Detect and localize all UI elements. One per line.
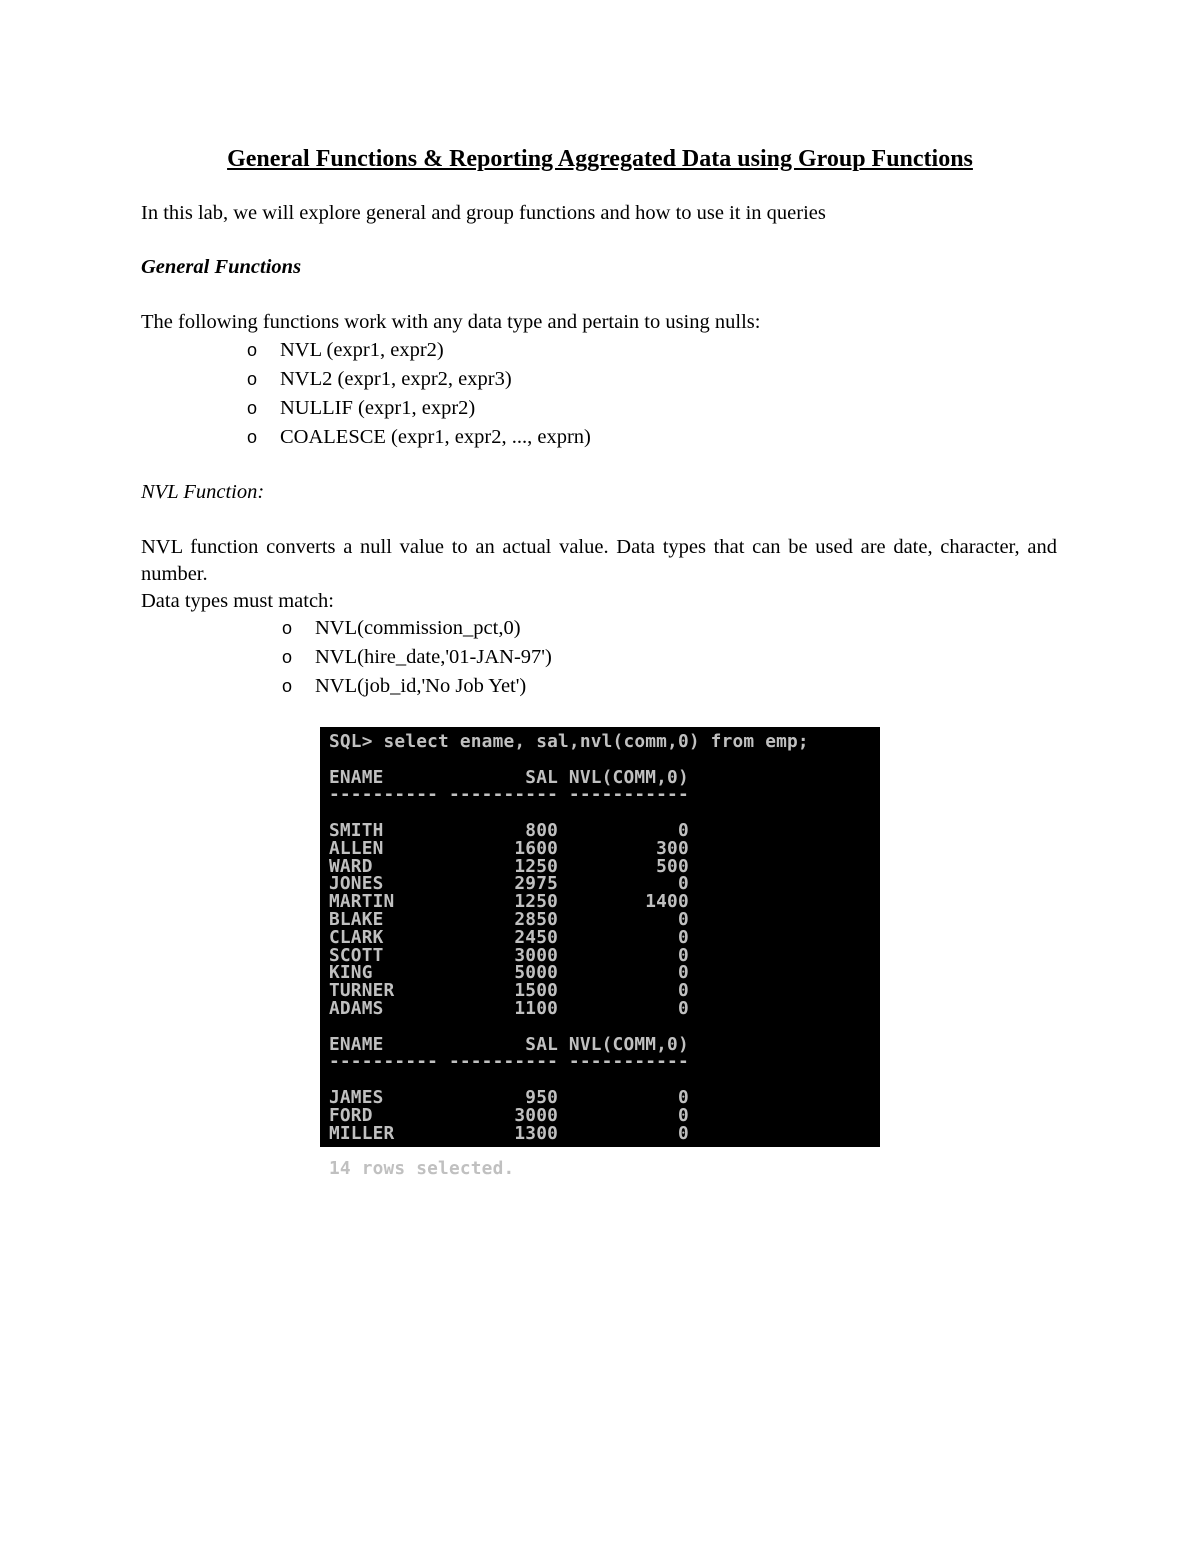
result-row: TURNER 1500 0: [329, 980, 689, 1002]
result-row: WARD 1250 500: [329, 855, 689, 877]
result-row: ADAMS 1100 0: [329, 997, 689, 1019]
blank-line: [329, 1018, 880, 1036]
result-row: MILLER 1300 0: [329, 1122, 689, 1144]
result-row: MARTIN 1250 1400: [329, 891, 689, 913]
sql-terminal-screenshot: [320, 727, 880, 1180]
list-item-text: NVL(hire_date,'01-JAN-97'): [315, 646, 552, 668]
result-row: JAMES 950 0: [329, 1086, 689, 1108]
rows-selected-footer: 14 rows selected.: [329, 1158, 515, 1180]
intro-paragraph: In this lab, we will explore general and group functions and how to use it in queries: [141, 202, 826, 224]
list-item-text: NVL(job_id,'No Job Yet'): [315, 675, 527, 697]
result-separator: ---------- ---------- -----------: [329, 1051, 689, 1073]
result-row: SCOTT 3000 0: [329, 944, 689, 966]
result-row: JONES 2975 0: [329, 873, 689, 895]
result-separator: ---------- ---------- -----------: [329, 784, 689, 806]
list-item-text: NVL2 (expr1, expr2, expr3): [280, 368, 512, 390]
bullet-icon: o: [247, 427, 258, 447]
list-item-text: COALESCE (expr1, expr2, ..., exprn): [280, 426, 591, 448]
nvl-function-heading: NVL Function:: [141, 481, 265, 503]
result-header: ENAME SAL NVL(COMM,0): [329, 766, 689, 788]
bullet-icon: o: [282, 676, 293, 696]
sql-command: SQL> select ename, sal,nvl(comm,0) from emp;: [329, 731, 809, 752]
general-functions-text: The following functions work with any data type and pertain to using nulls:: [141, 311, 761, 333]
bullet-icon: o: [247, 369, 258, 389]
result-row: CLARK 2450 0: [329, 926, 689, 948]
page-title: General Functions & Reporting Aggregated Data using Group Functions: [227, 146, 973, 172]
result-row: FORD 3000 0: [329, 1104, 689, 1126]
list-item-text: NULLIF (expr1, expr2): [280, 397, 476, 419]
bullet-icon: o: [282, 647, 293, 667]
blank-line: [329, 751, 880, 769]
result-row: SMITH 800 0: [329, 819, 689, 841]
nvl-function-text: NVL function converts a null value to an actual value. Data types that can be used are date, character, and number.: [141, 536, 1057, 585]
general-functions-heading: General Functions: [141, 256, 302, 278]
result-row: KING 5000 0: [329, 962, 689, 984]
bullet-icon: o: [282, 618, 293, 638]
list-item-text: NVL(commission_pct,0): [315, 617, 521, 639]
result-row: ALLEN 1600 300: [329, 837, 689, 859]
list-item-text: NVL (expr1, expr2): [280, 339, 444, 361]
data-types-match-text: Data types must match:: [141, 590, 334, 612]
result-header: ENAME SAL NVL(COMM,0): [329, 1033, 689, 1055]
bullet-icon: o: [247, 398, 258, 418]
bullet-icon: o: [247, 340, 258, 360]
result-row: BLAKE 2850 0: [329, 908, 689, 930]
